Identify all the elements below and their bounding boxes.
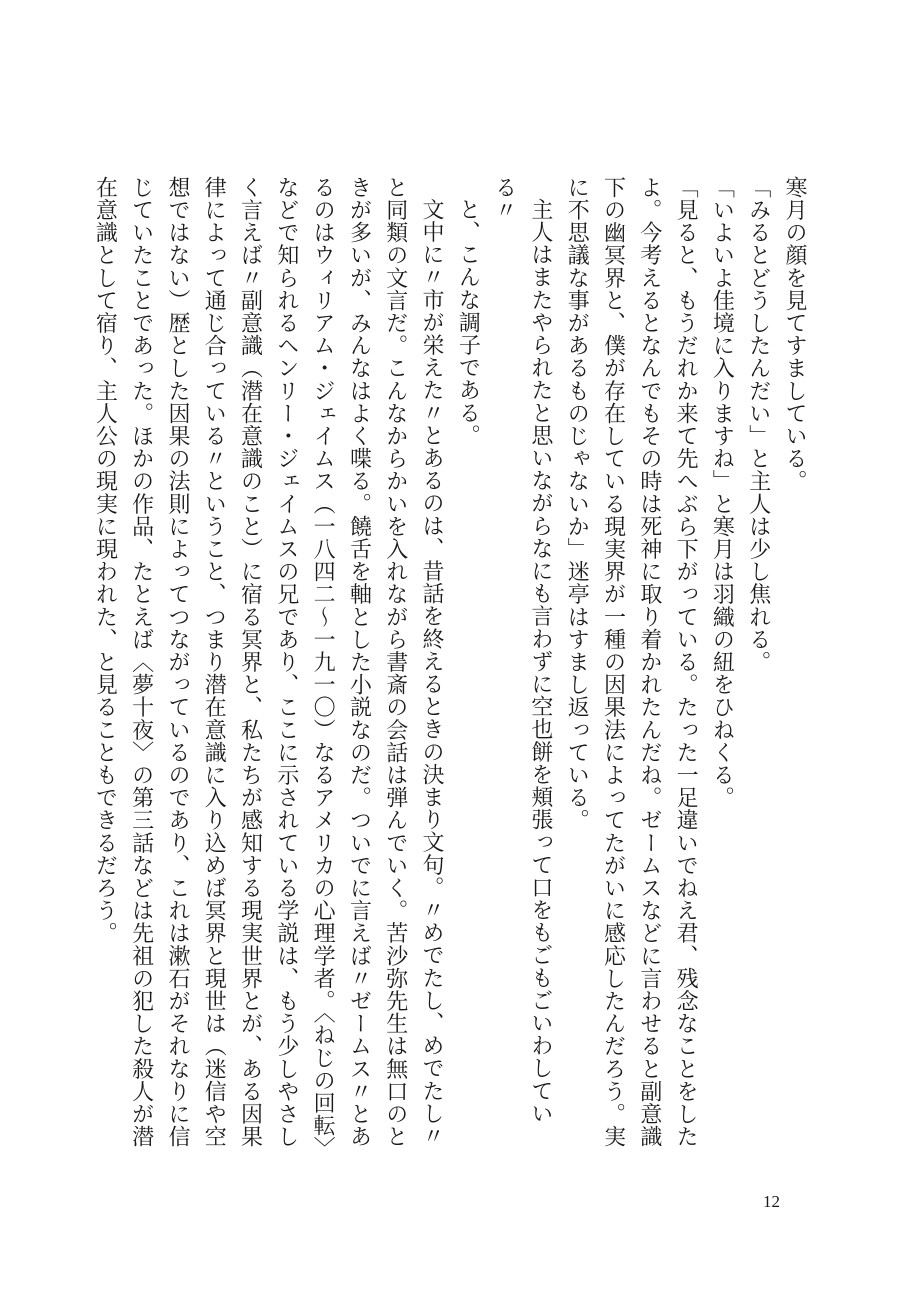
text-line-14: るのはウィリアム・ジェイムス（一八四二〜一九一〇）なるアメリカの心理学者。〈ねじの回転〉 — [310, 176, 336, 1160]
text-line-1: 寒月の顔を見てすましている。 — [782, 176, 807, 493]
text-line-3: 「いよいよ佳境に入りますね」と寒月は羽織の紐をひねくる。 — [709, 176, 735, 809]
text-line-8: 主人はまたやられたと思いながらなにも言わずに空也餅を頬張って口をもごもごいわしてい — [527, 198, 553, 1125]
text-line-7: に不思議な事があるものじゃないか」迷亭はすまし返っている。 — [564, 176, 590, 832]
text-line-2: 「みるとどうしたんだい」と主人は少し焦れる。 — [745, 176, 771, 674]
text-line-18: 想ではない）歴とした因果の法則によってつながっているのであり、これは漱石がそれなりに信 — [164, 176, 190, 1148]
text-line-16: く言えば〃副意識（潜在意識のこと）に宿る冥界と、私たちが感知する現実世界とが、ある因果 — [237, 176, 263, 1148]
text-line-15: などで知られるヘンリー・ジェイムスの兄であり、ここに示されている学説は、もう少しやさし — [273, 176, 299, 1148]
text-line-12: と同類の文言だ。こんなからかいを入れながら書斎の会話は弾んでいく。苦沙弥先生は無口のと — [382, 176, 408, 1148]
text-line-10: と、こんな調子である。 — [455, 198, 481, 447]
text-line-4: 「見ると、もうだれか来て先へぶら下がっている。たった一足違いでねえ君、残念なことをした — [673, 176, 699, 1148]
text-line-17: 律によって通じ合っている〃ということ、つまり潜在意識に入り込めば冥界と現世は（迷信や空 — [201, 176, 227, 1148]
page-number: 12 — [763, 1192, 780, 1211]
text-line-11: 文中に〃市が栄えた〃とあるのは、昔話を終えるときの決まり文句。〃めでたし、めでたし〃 — [419, 198, 445, 1148]
text-line-5: よ。今考えるとなんでもその時は死神に取り着かれたんだね。ゼームスなどに言わせると副意識 — [636, 176, 662, 1148]
text-line-19: じていたことであった。ほかの作品、たとえば〈夢十夜〉の第三話などは先祖の犯した殺人が潜 — [128, 176, 154, 1148]
text-line-13: きが多いが、みんなはよく喋る。饒舌を軸とした小説なのだ。ついでに言えば〃ゼームス〃とあ — [346, 176, 372, 1148]
text-line-6: 下の幽冥界と、僕が存在している現実界が一種の因果法によってたがいに感応したんだろう。実 — [600, 176, 626, 1148]
text-line-9: る〃 — [491, 176, 517, 222]
vertical-text-body — [92, 176, 812, 1166]
text-line-20: 在意識として宿り、主人公の現実に現われた、と見ることもできるだろう。 — [92, 176, 118, 945]
